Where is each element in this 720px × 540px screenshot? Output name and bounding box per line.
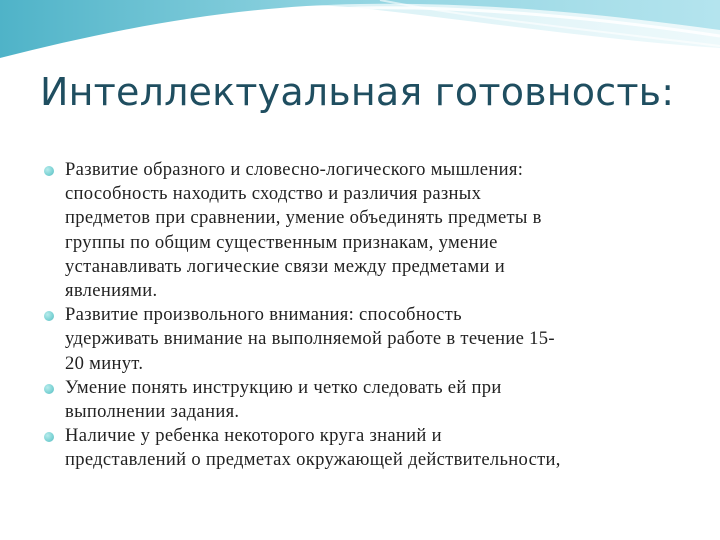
bullet-line: 20 минут. — [65, 352, 144, 374]
bullet-line: Наличие у ребенка некоторого круга знаний и — [65, 425, 442, 447]
bullet-text — [65, 425, 561, 470]
slide-title: Интеллектуальная готовность: — [40, 70, 675, 114]
bullet-dot-icon — [44, 311, 54, 321]
bullet-line: удерживать внимание на выполняемой работе в течение 15- — [65, 328, 555, 350]
bullet-item — [44, 376, 692, 424]
bullet-line: группы по общим существенным признакам, умение — [65, 231, 498, 253]
bullet-line: устанавливать логические связи между предметами и — [65, 255, 505, 277]
bullet-line: выполнении задания. — [65, 401, 240, 423]
bullet-line: Умение понять инструкцию и четко следовать ей при — [65, 376, 502, 398]
bullet-dot-icon — [44, 384, 54, 394]
bullet-dot-icon — [44, 166, 54, 176]
bullet-line: предметов при сравнении, умение объединять предметы в — [65, 207, 542, 229]
bullet-text — [65, 159, 542, 301]
bullet-text — [65, 304, 555, 373]
bullet-line: способность находить сходство и различия разных — [65, 183, 482, 205]
bullet-line: явлениями. — [65, 280, 158, 302]
bullet-line: Развитие образного и словесно-логического мышления: — [65, 159, 524, 180]
bullet-text — [65, 377, 502, 422]
bullet-item — [44, 158, 692, 303]
bullet-dot-icon — [44, 432, 54, 442]
bullet-list — [44, 158, 692, 473]
bullet-item — [44, 424, 692, 472]
bullet-item — [44, 303, 692, 376]
bullet-line: представлений о предметах окружающей действительности, — [65, 449, 561, 471]
bullet-line: Развитие произвольного внимания: способность — [65, 304, 462, 326]
